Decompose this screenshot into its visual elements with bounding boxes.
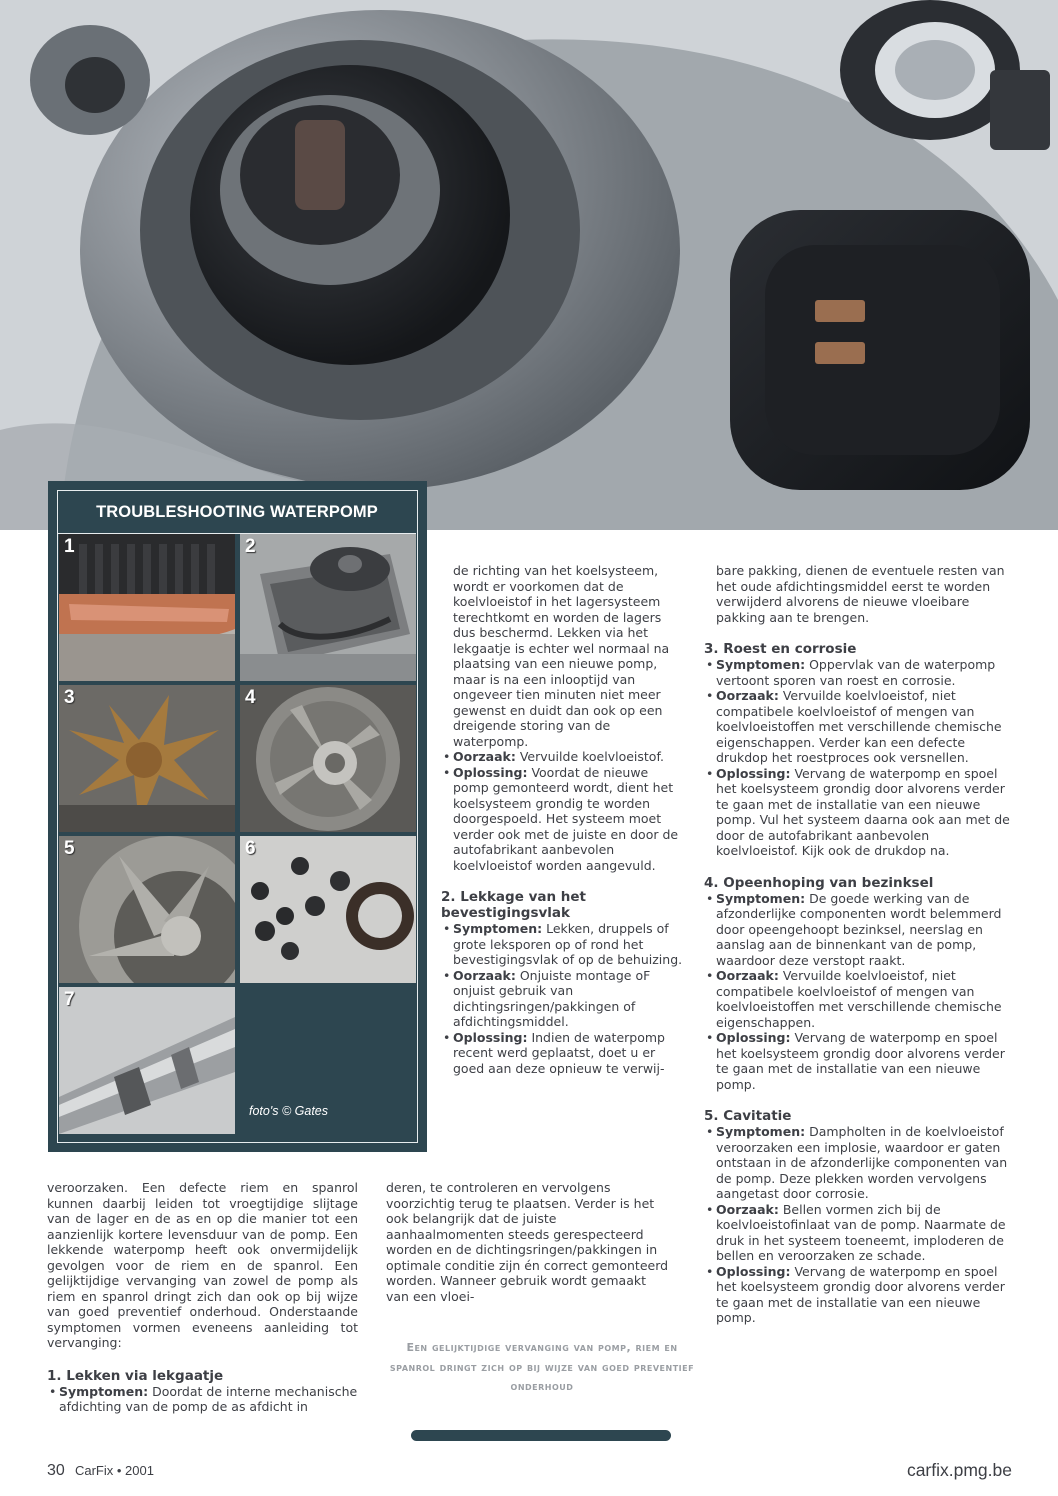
s1-symptomen: • Symptomen: Doordat de interne mechanische afdichting van de pomp de as afdicht in [47,1384,358,1415]
column-1 [47,1180,358,1415]
photo-1 [59,534,235,681]
section-1-heading: 1. Lekken via lekgaatje [47,1367,224,1384]
s5-oplossing: • Oplossing: Vervang de waterpomp en spoel het koelsysteem grondig door alvorens verder te gaan met de installatie van een nieuwe pomp. [704,1264,1014,1326]
s2-symptomen: • Symptomen: Lekken, druppels of grote leksporen op of rond het bevestigingsvlak of op de behuizing. [441,921,686,968]
s3-oplossing: • Oplossing: Vervang de waterpomp en spoel het koelsysteem grondig door alvorens verder te gaan met de installatie van een nieuwe pomp. Vul het systeem daarna ook aan met de door de autofabrikant aanbevolen koelvloeistof. Kijk ook de drukdop na. [704,766,1014,859]
footer-left [47,1462,154,1480]
intro-paragraph: veroorzaken. Een defecte riem en spanrol kunnen daarbij leiden tot vroegtijdige slijtage van de lager en de as en op die manier tot een aanzienlijk kortere levensduur van de pomp. Een lekkende waterpomp heeft ook onvermijdelijk gevolgen voor de riem en de spanrol. Een gelijktijdige vervanging van zowel de pomp als riem en spanrol dringt zich dan ook op bij wijze van goed preventief onderhoud. Onderstaande symptomen vormen eveneens aanleiding tot vervanging: [47,1180,358,1350]
photo-6 [240,836,416,983]
photo-7 [59,987,235,1134]
panel-title: TROUBLESHOOTING WATERPOMP [58,491,416,534]
s3-symptomen: • Symptomen: Oppervlak van de waterpomp vertoont sporen van roest en corrosie. [704,657,1014,688]
section-2-heading: 2. Lekkage van het bevestigingsvlak [441,889,587,921]
column-2-continued [386,1180,672,1304]
s2-oplossing: • Oplossing: Indien de waterpomp recent werd geplaatst, doet u er goed aan deze opnieuw te verwij- [441,1030,686,1077]
s1-oplossing: • Oplossing: Voordat de nieuwe pomp gemonteerd wordt, dient het koelsysteem grondig te worden doorgespoeld. Het systeem moet verder ook met de juiste en door de autofabrikant aanbevolen koelvloeistof worden aangevuld. [441,765,686,874]
pull-quote: Een gelijktijdige vervanging van pomp, riem en spanrol dringt zich op bij wijze van goed preventief onderhoud [389,1341,695,1393]
s2-continued: bare pakking, dienen de eventuele resten van het oude afdichtingsmiddel eerst te worden verwijderd alvorens de nieuwe vloeibare pakking aan te brengen. [716,563,1005,625]
photo-number: 5 [64,838,75,859]
photo-number: 4 [245,687,256,708]
s2-oplossing-continued: deren, te controleren en vervolgens voorzichtig terug te plaatsen. Verder is het ook belangrijk dat de juiste aanhaalmomenten steeds gerespecteerd worden en de dichtingsringen/pakkingen in optimale conditie zijn én correct gemonteerd worden. Wanneer gebruik wordt gemaakt van een vloei- [386,1180,669,1304]
s4-oorzaak: • Oorzaak: Vervuilde koelvloeistof, niet compatibele koelvloeistof of mengen van koelvloeistoffen met verschillende chemische eigenschappen. [704,968,1014,1030]
photo-number: 1 [64,536,75,557]
photo-number: 6 [245,838,256,859]
section-3-heading: 3. Roest en corrosie [704,641,857,657]
s4-symptomen: • Symptomen: De goede werking van de afzonderlijke componenten wordt belemmerd door opeengehoopt bezinksel, neerslag en aanslag aan de binnenkant van de pomp, waardoor deze verstopt raakt. [704,891,1014,969]
s2-oorzaak: • Oorzaak: Onjuiste montage oF onjuist gebruik van dichtingsringen/pakkingen of afdichtingsmiddel. [441,968,686,1030]
photo-5 [59,836,235,983]
page-number: 30 [47,1462,65,1479]
s5-symptomen: • Symptomen: Dampholten in de koelvloeistof veroorzaken een implosie, waardoor er gaten ontstaan in de afzonderlijke componenten van de pomp. Deze plekken worden vervolgens aangetast door corrosie. [704,1124,1014,1202]
website-link[interactable]: carfix.pmg.be [906,1460,1012,1480]
photo-3 [59,685,235,832]
s5-oorzaak: • Oorzaak: Bellen vormen zich bij de koelvloeistofinlaat van de pomp. Naarmate de druk in het systeem toeneemt, imploderen de bellen en veroorzaken ze schade. [704,1202,1014,1264]
photo-number: 7 [64,989,75,1010]
photo-2 [240,534,416,681]
s4-oplossing: • Oplossing: Vervang de waterpomp en spoel het koelsysteem grondig door alvorens verder te gaan met de installatie van een nieuwe pomp. [704,1030,1014,1092]
photo-4 [240,685,416,832]
photo-number: 2 [245,536,256,557]
section-5-heading: 5. Cavitatie [704,1108,792,1124]
s1-oorzaak: • Oorzaak: Vervuilde koelvloeistof. [441,749,686,765]
s3-oorzaak: • Oorzaak: Vervuilde koelvloeistof, niet compatibele koelvloeistof of mengen van koelvloeistoffen met verschillende chemische eigenschappen. Verder kan een defecte drukdop het roestproces ook versnellen. [704,688,1014,766]
s1-continued: de richting van het koelsysteem, wordt er voorkomen dat de koelvloeistof in het lagersysteem terechtkomt en worden de lagers dus beschermd. Lekken via het lekgaatje is echter wel normaal na plaatsing van een nieuwe pomp, maar is na een inlooptijd van ongeveer tien minuten niet meer gewenst en duidt dan ook op een dreigende storing van de waterpomp. [453,563,670,749]
column-3 [704,563,1014,1326]
hero-photo-water-pump [0,0,1058,530]
magazine-issue: CarFix • 2001 [74,1463,154,1478]
section-4-heading: 4. Opeenhoping van bezinksel [704,874,934,891]
pull-quote-bar [411,1430,671,1441]
column-2 [441,563,686,1076]
photo-number: 3 [64,687,75,708]
photo-credit: foto's © Gates [249,1104,328,1118]
